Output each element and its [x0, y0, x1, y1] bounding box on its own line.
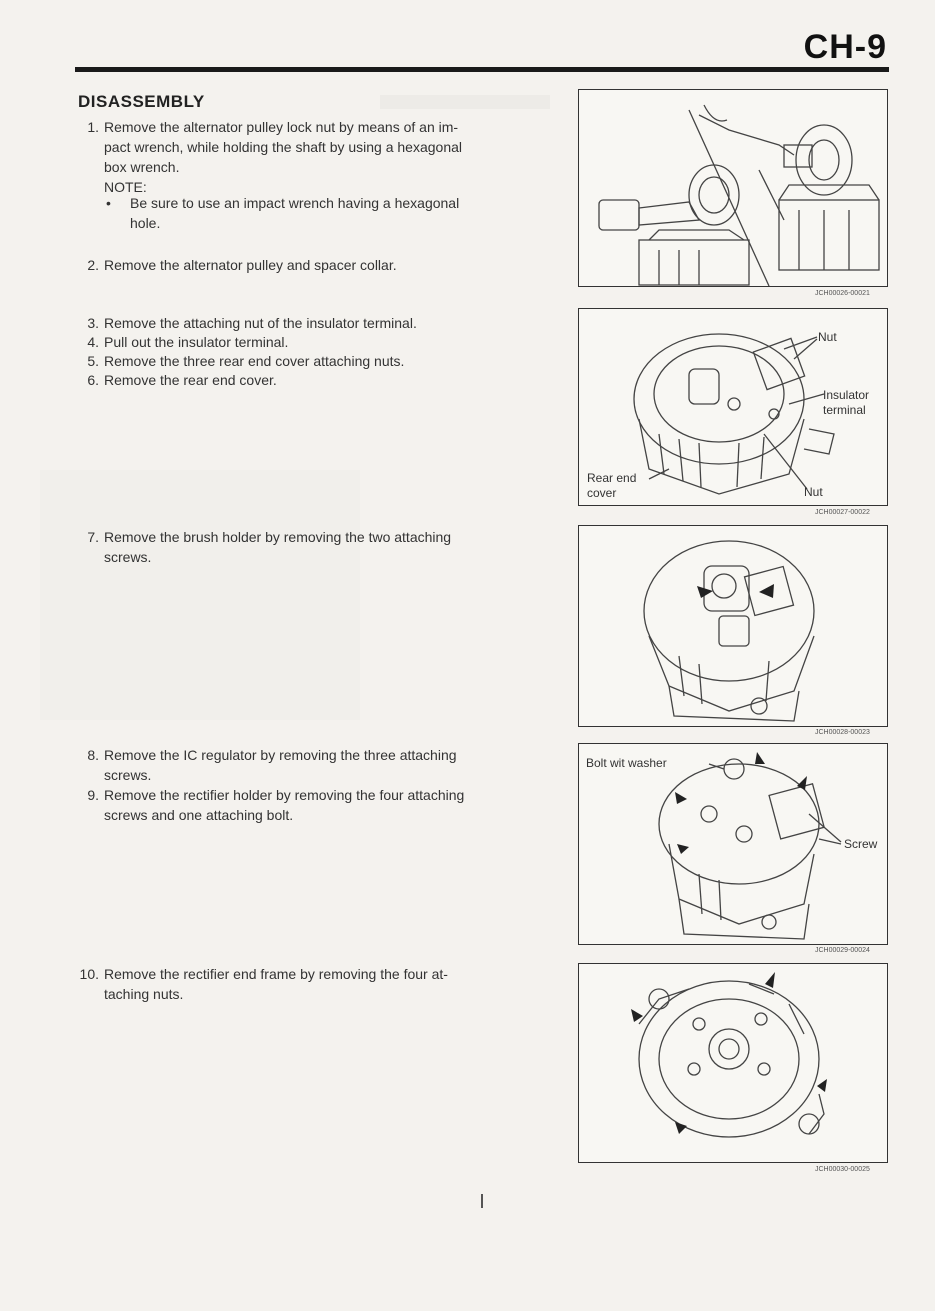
- chapter-label: CH-9: [803, 28, 887, 66]
- page-header: [0, 0, 935, 80]
- callout-bolt-washer: Bolt wit washer: [586, 756, 667, 770]
- figure-code: JCH00030-00025: [815, 1166, 870, 1173]
- alternator-wrench-illustration: [579, 90, 887, 286]
- step-2: 2. Remove the alternator pulley and spacer collar.: [87, 257, 397, 273]
- step-9: 9. Remove the rectifier holder by removing the four attaching screws and one attaching bolt.: [87, 787, 465, 823]
- step-10: 10. Remove the rectifier end frame by removing the four at- taching nuts.: [79, 966, 448, 1002]
- step-7: 7. Remove the brush holder by removing the two attaching screws.: [87, 529, 452, 565]
- figure-code: JCH00029-00024: [815, 947, 870, 954]
- step-5: 5. Remove the three rear end cover attaching nuts.: [87, 353, 405, 369]
- figure-code: JCH00027-00022: [815, 509, 870, 516]
- header-rule: [75, 67, 889, 72]
- figure-pulley-removal: [578, 89, 888, 287]
- callout-nut-bottom: Nut: [804, 485, 823, 499]
- section-heading: DISASSEMBLY: [78, 92, 205, 111]
- callout-insulator-terminal: Insulator terminal: [823, 388, 870, 417]
- figure-rectifier-frame: [578, 963, 888, 1163]
- step-3: 3. Remove the attaching nut of the insulator terminal.: [87, 315, 417, 331]
- callout-rear-end-cover: Rear end cover: [587, 471, 637, 500]
- step-text: Remove the alternator pulley lock nut by means of an im- pact wrench, while holding the shaft by using a hexagonal box wrench.: [104, 119, 463, 175]
- figure-code: JCH00026-00021: [815, 290, 870, 297]
- callout-nut-top: Nut: [818, 330, 837, 344]
- callout-screw: Screw: [844, 837, 878, 851]
- step-1: [75, 117, 545, 177]
- figure-ic-regulator: [578, 743, 888, 945]
- figure-brush-holder: [578, 525, 888, 727]
- step-number: 1.: [87, 119, 99, 135]
- alternator-frame-illustration: [579, 964, 887, 1162]
- page-mark: [481, 1194, 483, 1208]
- step-8: 8. Remove the IC regulator by removing the three attaching screws.: [87, 747, 457, 783]
- note-label: NOTE:: [104, 179, 147, 195]
- figure-code: JCH00028-00023: [815, 729, 870, 736]
- bleed-through: [380, 95, 550, 109]
- step-6: 6. Remove the rear end cover.: [87, 372, 277, 388]
- step-4: 4. Pull out the insulator terminal.: [87, 334, 289, 350]
- note-bullet: • Be sure to use an impact wrench having a hexagonal hole.: [106, 195, 460, 231]
- bleed-through: [40, 470, 360, 720]
- bullet-dot: •: [106, 195, 111, 211]
- alternator-regulator-illustration: [579, 744, 887, 944]
- alternator-brush-illustration: [579, 526, 887, 726]
